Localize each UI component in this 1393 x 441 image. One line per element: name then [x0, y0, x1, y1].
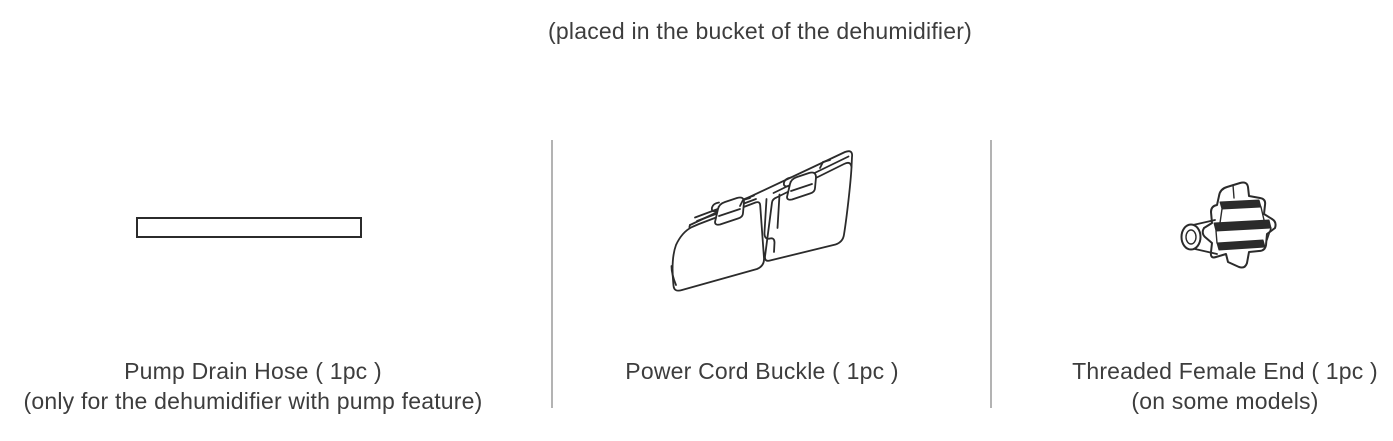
caption-threaded-female-end-label: Threaded Female End ( 1pc )	[1072, 358, 1378, 384]
threaded-female-end-illustration	[1170, 175, 1280, 275]
caption-pump-drain-hose-sublabel: (only for the dehumidifier with pump feature)	[23, 388, 483, 414]
column-divider-right	[990, 140, 992, 408]
power-cord-buckle-illustration	[640, 140, 880, 310]
caption-pump-drain-hose	[24, 356, 483, 416]
caption-threaded-female-end	[1072, 356, 1378, 416]
pump-drain-hose-illustration	[136, 217, 362, 238]
caption-power-cord-buckle	[625, 356, 898, 386]
bucket-placement-note: (placed in the bucket of the dehumidifier)	[548, 18, 972, 44]
caption-pump-drain-hose-label: Pump Drain Hose ( 1pc )	[124, 358, 382, 384]
column-divider-left	[551, 140, 553, 408]
caption-threaded-female-end-sublabel: (on some models)	[1131, 388, 1319, 414]
caption-power-cord-buckle-label: Power Cord Buckle ( 1pc )	[625, 358, 899, 384]
